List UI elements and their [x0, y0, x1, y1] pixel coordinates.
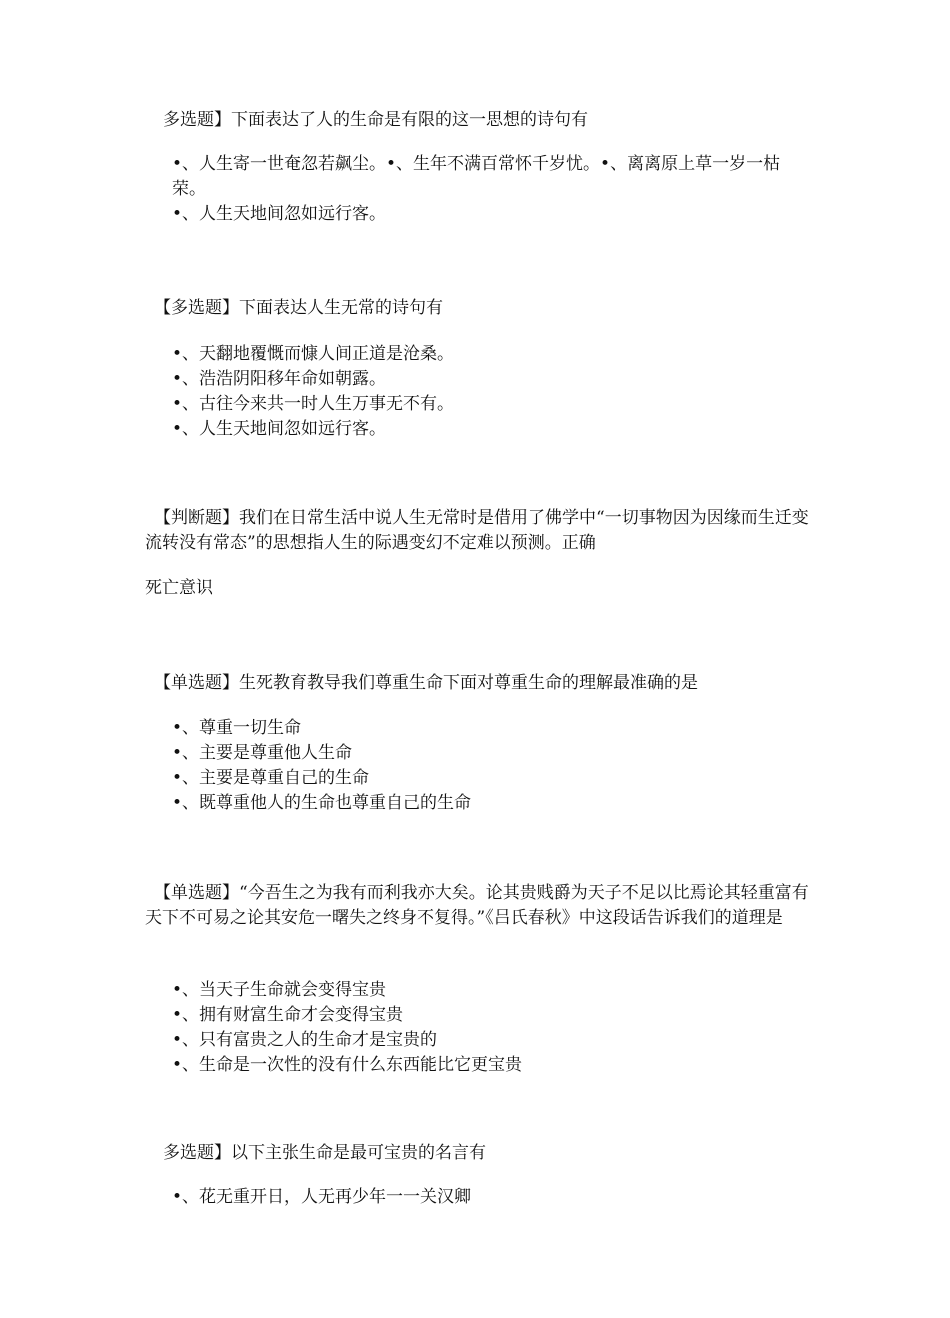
question-title: 【单选题】“今吾生之为我有而利我亦大矣。论其贵贱爵为天子不足以比焉论其轻重富有天下不可易之论其安危一曙失之终身不复得。”《吕氏春秋》中这段话告诉我们的道理是	[145, 883, 809, 928]
option-item: •、浩浩阴阳移年命如朝露。	[172, 369, 387, 389]
option-item: •、当天子生命就会变得宝贵	[172, 980, 387, 1000]
option-item: •、天翻地覆慨而慷人间正道是沧桑。	[172, 344, 455, 364]
options-list-5	[172, 978, 792, 1078]
question-block-6	[163, 1141, 828, 1166]
question-block-5	[145, 881, 813, 931]
option-item: •、主要是尊重他人生命	[172, 743, 353, 763]
question-title: 【单选题】生死教育教导我们尊重生命下面对尊重生命的理解最准确的是	[154, 673, 698, 693]
question-block-4	[154, 671, 819, 696]
option-item: •、人生天地间忽如远行客。	[172, 204, 387, 224]
section-heading	[145, 576, 810, 601]
question-title: 多选题】下面表达了人的生命是有限的这一思想的诗句有	[163, 110, 588, 130]
options-list-6	[172, 1185, 792, 1210]
option-item: •、生命是一次性的没有什么东西能比它更宝贵	[172, 1055, 523, 1075]
question-title: 多选题】以下主张生命是最可宝贵的名言有	[163, 1143, 486, 1163]
option-item: •、拥有财富生命才会变得宝贵	[172, 1005, 404, 1025]
options-list-4	[172, 716, 792, 816]
option-item: •、人生天地间忽如远行客。	[172, 419, 387, 439]
question-title: 【判断题】我们在日常生活中说人生无常时是借用了佛学中“一切事物因为因缘而生迁变流转没有常态”的思想指人生的际遇变幻不定难以预测。正确	[145, 508, 809, 553]
options-list-2	[172, 342, 792, 442]
option-item: •、古往今来共一时人生万事无不有。	[172, 394, 455, 414]
option-item: •、尊重一切生命	[172, 718, 302, 738]
question-block-3	[145, 506, 813, 556]
option-item: •、人生寄一世奄忽若飙尘。•、生年不满百常怀千岁忧。•、离离原上草一岁一枯荣。	[172, 154, 781, 199]
section-title: 死亡意识	[145, 578, 213, 598]
option-item: •、花无重开日，人无再少年一一关汉卿	[172, 1187, 472, 1207]
options-list-1	[172, 152, 812, 227]
option-item: •、只有富贵之人的生命才是宝贵的	[172, 1030, 438, 1050]
option-item: •、既尊重他人的生命也尊重自己的生命	[172, 793, 472, 813]
question-block-2	[154, 296, 819, 321]
question-block-1	[163, 108, 813, 133]
option-item: •、主要是尊重自己的生命	[172, 768, 370, 788]
question-title: 【多选题】下面表达人生无常的诗句有	[154, 298, 443, 318]
